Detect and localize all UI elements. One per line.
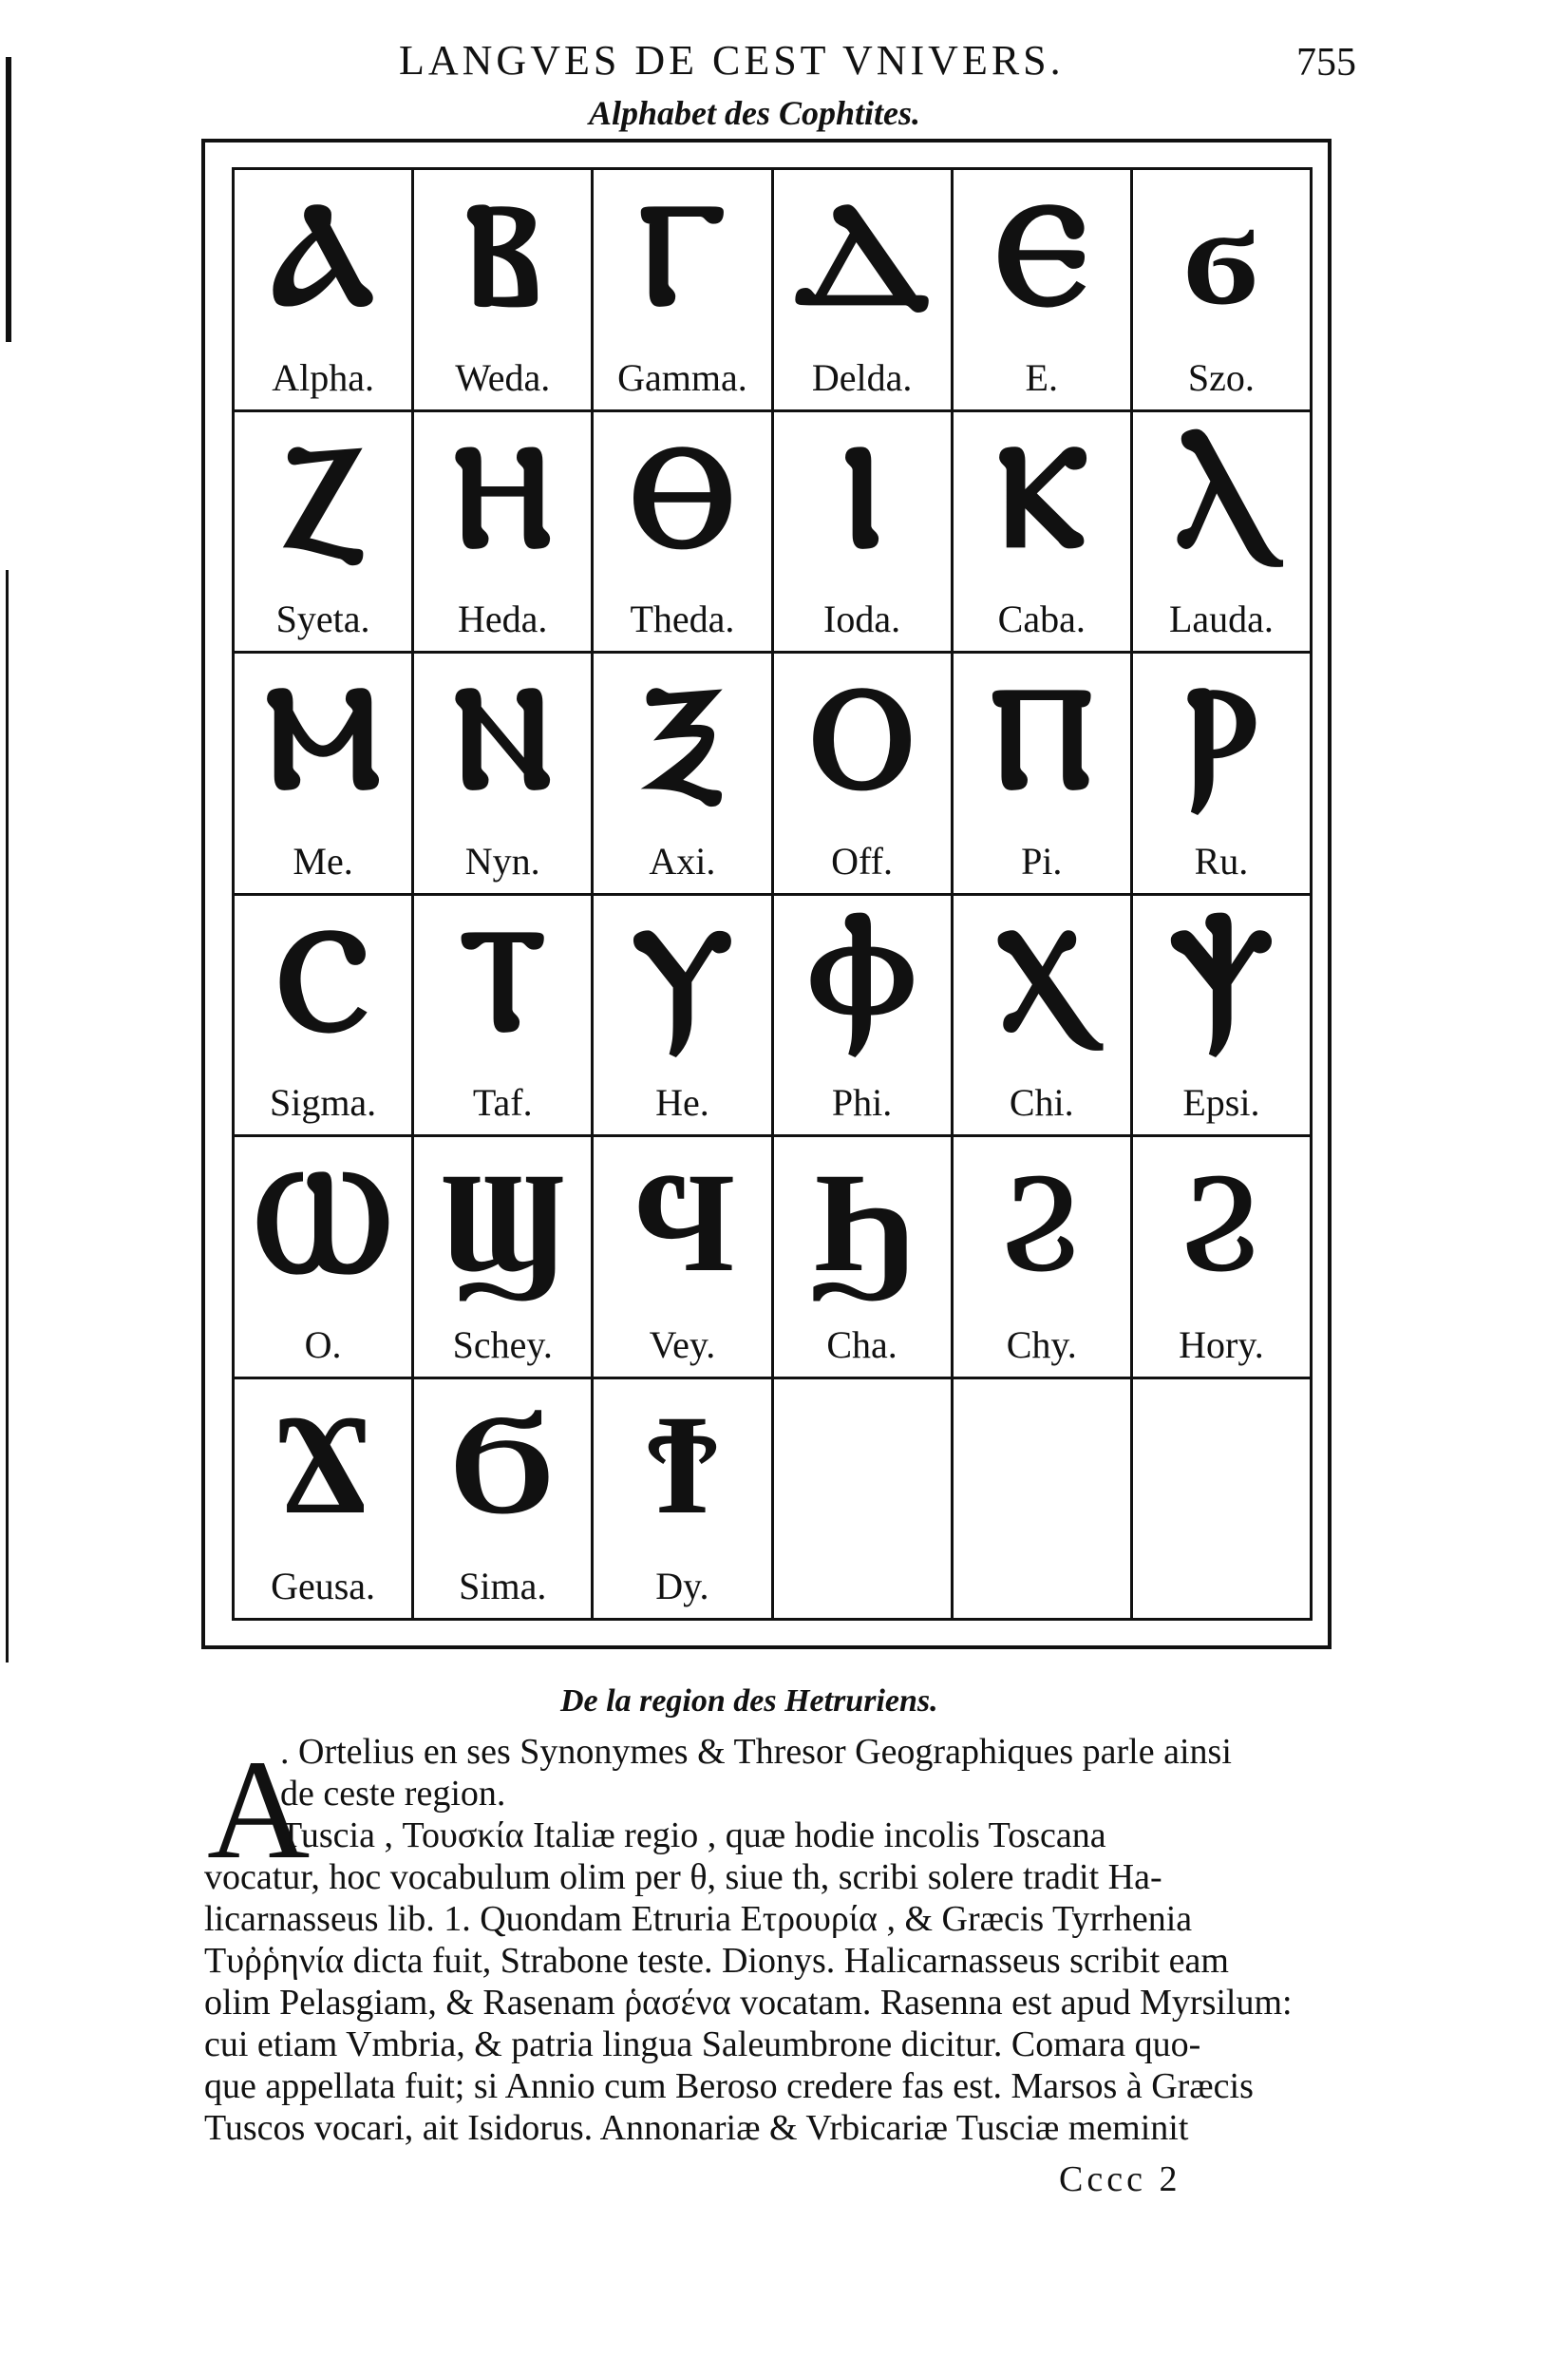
letter-glyph: Ϩ (1177, 1137, 1266, 1304)
letter-cell (414, 1379, 591, 1619)
letter-cell (1133, 896, 1310, 1135)
letter-name: Chy. (1006, 1322, 1077, 1366)
page-number: 755 (1296, 41, 1356, 85)
letter-name: Chi. (1009, 1081, 1074, 1124)
letter-glyph: Ⲉ (995, 170, 1088, 337)
letter-name: Theda. (630, 598, 735, 640)
empty-cell (774, 1379, 951, 1619)
letter-cell (1133, 412, 1310, 652)
letter-cell (774, 412, 951, 652)
letter-cell (414, 170, 591, 409)
letter-glyph: Ϭ (450, 1378, 555, 1547)
letter-name: Epsi. (1182, 1081, 1260, 1124)
letter-glyph: Ϥ (631, 1137, 734, 1304)
letter-cell (594, 654, 770, 893)
letter-name: Vey. (649, 1322, 716, 1366)
letter-cell (594, 170, 770, 409)
letter-cell (235, 170, 411, 409)
text-line: de ceste region. (280, 1774, 506, 1814)
running-head: LANGVES DE CEST VNIVERS. (399, 37, 1065, 84)
body-text (204, 1731, 1372, 2149)
letter-cell (235, 1137, 411, 1377)
letter-glyph: Ⲙ (264, 654, 382, 821)
section-heading: De la region des Hetruriens. (560, 1683, 938, 1719)
letter-cell (954, 896, 1130, 1135)
letter-glyph: Ⲫ (807, 895, 916, 1063)
letter-name: Nyn. (464, 839, 540, 883)
letter-cell (954, 170, 1130, 409)
letter-glyph: Ⲡ (990, 654, 1094, 821)
letter-name: Weda. (455, 355, 551, 399)
letter-cell (1133, 170, 1310, 409)
text-line: Τυῤῥηνία dicta fuit, Strabone teste. Dionys. Halicarnasseus scribit eam (204, 1941, 1229, 1981)
letter-glyph: Ϯ (643, 1378, 721, 1547)
letter-name: Syeta. (275, 598, 370, 640)
text-line: . Ortelius en ses Synonymes & Thresor Geographiques parle ainsi (280, 1732, 1232, 1772)
letter-cell (235, 896, 411, 1135)
letter-glyph: ϭ (1184, 170, 1258, 337)
alphabet-table (232, 167, 1313, 1621)
letter-glyph: Ⲅ (638, 170, 727, 337)
letter-cell (1133, 654, 1310, 893)
letter-cell (774, 170, 951, 409)
catchword: Cccc 2 (1059, 2159, 1181, 2199)
letter-cell (954, 654, 1130, 893)
text-line: Tuscia , Τουσκία Italiæ regio , quæ hodie incolis Toscana (280, 1815, 1106, 1855)
letter-name: Pi. (1021, 839, 1063, 883)
letter-glyph: Ⲇ (792, 170, 932, 337)
text-line: licarnasseus lib. 1. Quondam Etruria Ετρουρία , & Græcis Tyrrhenia (204, 1899, 1193, 1939)
text-line: cui etiam Vmbria, & patria lingua Saleumbrone dicitur. Comara quo- (204, 2024, 1201, 2064)
letter-cell (774, 896, 951, 1135)
letter-name: Heda. (458, 598, 548, 640)
letter-cell (235, 412, 411, 652)
letter-cell (1133, 1137, 1310, 1377)
letter-name: Axi. (649, 839, 716, 883)
letter-cell (774, 1137, 951, 1377)
drop-cap: A (207, 1731, 311, 1889)
letter-cell (594, 1137, 770, 1377)
letter-glyph: Ⲛ (452, 654, 553, 821)
letter-cell (414, 412, 591, 652)
text-line: vocatur, hoc vocabulum olim per θ, siue th, scribi solere tradit Ha- (204, 1857, 1162, 1897)
letter-glyph: Ϫ (274, 1378, 372, 1547)
letter-name: Alpha. (272, 355, 374, 399)
letter-glyph: Ⲁ (272, 170, 374, 337)
letter-name: Dy. (655, 1565, 709, 1607)
letter-glyph: Ϣ (440, 1137, 565, 1304)
letter-name: Ru. (1194, 839, 1249, 883)
letter-glyph: Ⲝ (643, 654, 722, 821)
letter-name: Lauda. (1168, 598, 1274, 640)
letter-name: Off. (831, 839, 893, 883)
text-line: Tuscos vocari, ait Isidorus. Annonariæ & Vrbicariæ Tusciæ meminit (204, 2108, 1189, 2148)
letter-glyph: Ⲃ (464, 170, 541, 337)
letter-name: Ioda. (823, 598, 901, 640)
letter-glyph: Ⲍ (282, 411, 365, 580)
letter-name: Gamma. (617, 355, 747, 399)
text-line: olim Pelasgiam, & Rasenam ῥασένα vocatam. Rasenna est apud Myrsilum: (204, 1983, 1293, 2023)
letter-glyph: Ⲣ (1183, 654, 1259, 821)
letter-glyph: Ϧ (809, 1137, 916, 1304)
letter-glyph: Ⲕ (996, 411, 1086, 580)
letter-glyph: Ⲩ (631, 895, 734, 1063)
letter-cell (954, 412, 1130, 652)
margin-rule-top (6, 57, 11, 342)
letter-name: Schey. (452, 1322, 553, 1366)
letter-name: Me. (293, 839, 353, 883)
letter-cell (594, 1379, 770, 1619)
letter-name: Caba. (997, 598, 1086, 640)
letter-glyph: Ⲑ (630, 411, 734, 580)
letter-cell (235, 654, 411, 893)
text-line: que appellata fuit; si Annio cum Beroso credere fas est. Marsos à Græcis (204, 2066, 1254, 2106)
letter-cell (414, 1137, 591, 1377)
letter-cell (774, 654, 951, 893)
letter-glyph: Ⲯ (1168, 895, 1275, 1063)
letter-name: Delda. (811, 355, 913, 399)
letter-cell (594, 412, 770, 652)
letter-cell (414, 896, 591, 1135)
letter-glyph: Ⲗ (1174, 411, 1268, 580)
letter-name: He. (655, 1081, 709, 1124)
letter-name: O. (304, 1322, 342, 1366)
letter-cell (594, 896, 770, 1135)
empty-cell (1133, 1379, 1310, 1619)
letter-name: Phi. (831, 1081, 893, 1124)
letter-glyph: Ⲧ (459, 895, 547, 1063)
letter-glyph: Ⲟ (810, 654, 914, 821)
letter-name: Szo. (1187, 355, 1255, 399)
letter-glyph: Ⲏ (452, 411, 553, 580)
letter-cell (954, 1137, 1130, 1377)
letter-name: Sigma. (269, 1081, 377, 1124)
letter-name: E. (1025, 355, 1058, 399)
letter-cell (235, 1379, 411, 1619)
alphabet-title: Alphabet des Cophtites. (589, 94, 921, 132)
letter-glyph: Ϩ (996, 1137, 1086, 1304)
letter-name: Sima. (459, 1565, 547, 1607)
empty-cell (954, 1379, 1130, 1619)
letter-name: Taf. (472, 1081, 533, 1124)
letter-glyph: Ⲥ (276, 895, 369, 1063)
letter-cell (414, 654, 591, 893)
letter-glyph: Ⲱ (254, 1137, 392, 1304)
letter-name: Hory. (1179, 1322, 1264, 1366)
letter-glyph: Ⲓ (841, 411, 882, 580)
letter-glyph: Ⲭ (995, 895, 1088, 1063)
letter-name: Geusa. (271, 1565, 376, 1607)
letter-name: Cha. (826, 1322, 897, 1366)
margin-rule-bottom (6, 570, 9, 1662)
